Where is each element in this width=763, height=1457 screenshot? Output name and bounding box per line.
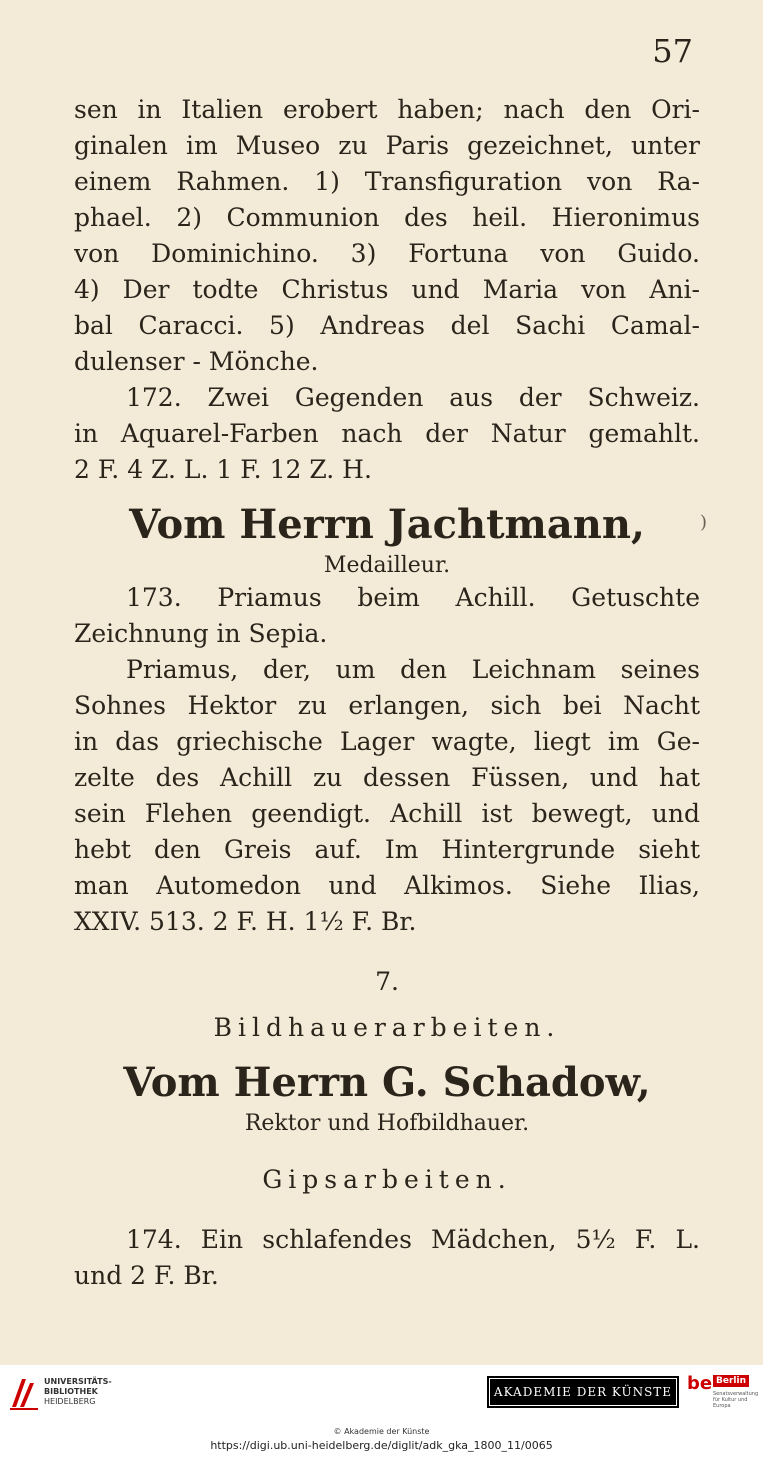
donor-title: Medailleur. — [323, 553, 451, 578]
text-line: von Dominichino. 3) Fortuna von Guido. — [74, 239, 700, 268]
subsection-title: Gipsarbeiten. — [262, 1165, 512, 1194]
section-number: 7. — [375, 967, 399, 996]
copyright-notice: © Akademie der Künste — [333, 1427, 430, 1436]
berlin-senate-text: Senatsverwaltung für Kultur und Europa — [713, 1391, 759, 1409]
donor-heading: Vom Herrn Jachtmann, — [129, 501, 645, 548]
item-173-line: Sohnes Hektor zu erlangen, sich bei Nacht — [74, 691, 700, 720]
margin-mark: ) — [700, 512, 708, 533]
item-172-line: 172. Zwei Gegenden aus der Schweiz. — [126, 383, 700, 412]
item-172-line: in Aquarel-Farben nach der Natur gemahlt. — [74, 419, 700, 448]
berlin-be-mark: be — [687, 1373, 713, 1394]
item-172-line: 2 F. 4 Z. L. 1 F. 12 Z. H. — [74, 455, 372, 484]
viewer-footer — [0, 1365, 763, 1457]
item-173-line: Zeichnung in Sepia. — [74, 619, 328, 648]
text-line: phael. 2) Communion des heil. Hieronimus — [74, 203, 700, 232]
berlin-logo[interactable] — [687, 1373, 759, 1419]
item-174-line: 174. Ein schlafendes Mädchen, 5½ F. L. — [126, 1225, 700, 1254]
text-line: 4) Der todte Christus und Maria von Ani- — [74, 275, 700, 304]
section-title: Bildhauerarbeiten. — [213, 1013, 561, 1042]
university-library-logo-icon[interactable] — [8, 1373, 40, 1413]
page-text — [74, 92, 700, 1294]
donor-title: Rektor und Hofbildhauer. — [244, 1111, 530, 1136]
item-173-line: zelte des Achill zu dessen Füssen, und hat — [74, 763, 700, 792]
page-url[interactable]: https://digi.ub.uni-heidelberg.de/diglit/adk_gka_1800_11/0065 — [210, 1439, 553, 1452]
text-line: sen in Italien erobert haben; nach den Ori- — [74, 95, 700, 124]
item-173-line: XXIV. 513. 2 F. H. 1½ F. Br. — [74, 907, 417, 936]
item-174-line: und 2 F. Br. — [74, 1261, 219, 1290]
text-line: einem Rahmen. 1) Transfiguration von Ra- — [74, 167, 700, 196]
text-line: bal Caracci. 5) Andreas del Sachi Camal- — [74, 311, 700, 340]
akademie-logo[interactable] — [487, 1376, 679, 1408]
text-line: ginalen im Museo zu Paris gezeichnet, unter — [74, 131, 700, 160]
donor-heading: Vom Herrn G. Schadow, — [123, 1059, 651, 1106]
item-173-line: Priamus, der, um den Leichnam seines — [126, 655, 700, 684]
item-173-line: man Automedon und Alkimos. Siehe Ilias, — [74, 871, 700, 900]
item-173-line: sein Flehen geendigt. Achill ist bewegt, und — [74, 799, 700, 828]
item-173-line: hebt den Greis auf. Im Hintergrunde sieht — [74, 835, 700, 864]
page-number: 57 — [652, 32, 693, 70]
item-173-line: in das griechische Lager wagte, liegt im Ge- — [74, 727, 700, 756]
text-line: dulenser - Mönche. — [74, 347, 319, 376]
item-173-line: 173. Priamus beim Achill. Getuschte — [126, 583, 700, 612]
akademie-label: AKADEMIE DER KÜNSTE — [489, 1378, 677, 1406]
berlin-label: Berlin — [713, 1375, 749, 1387]
university-library-name[interactable]: UNIVERSITÄTS- BIBLIOTHEK HEIDELBERG — [44, 1377, 112, 1406]
